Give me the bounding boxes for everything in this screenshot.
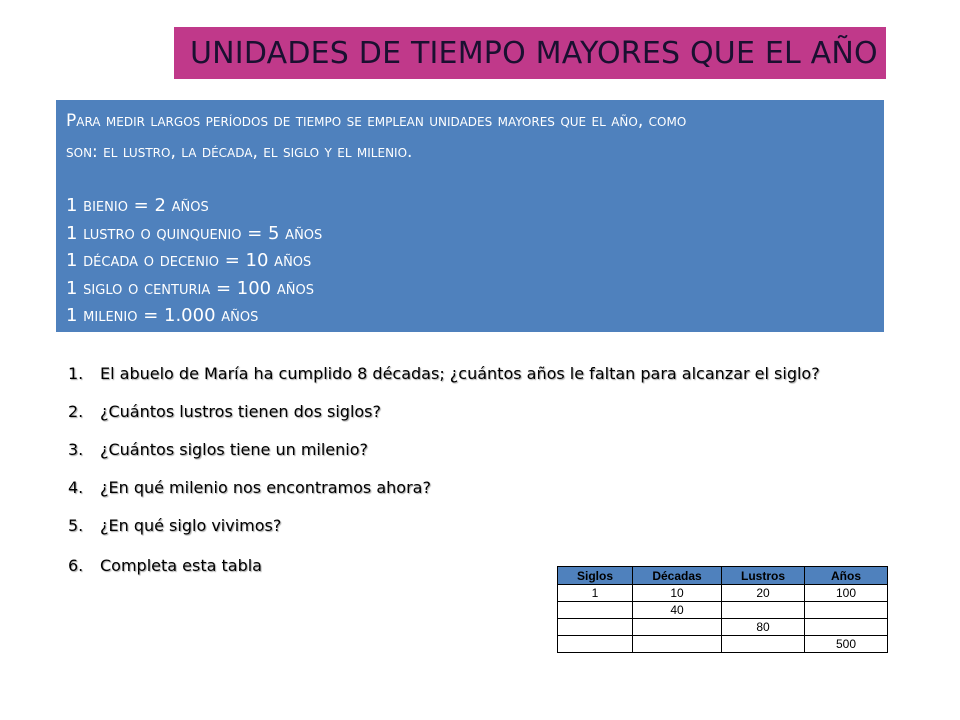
table-cell[interactable] [558,602,633,619]
header-siglos: Siglos [558,567,633,585]
intro-line-2: son: el lustro, la década, el siglo y el milenio. [66,142,413,162]
table-cell[interactable]: 80 [722,619,805,636]
intro-text [66,106,874,168]
question-text: ¿En qué siglo vivimos? [100,516,282,535]
unit-milenio: 1 milenio = 1.000 años [66,305,259,326]
question-item [68,364,820,383]
table-cell[interactable] [722,636,805,653]
question-number: 2. [68,402,84,421]
table-row [558,636,888,653]
unit-bienio: 1 bienio = 2 años [66,195,209,216]
table-cell[interactable]: 10 [633,585,722,602]
info-box [56,100,884,332]
header-decadas: Décadas [633,567,722,585]
question-number: 3. [68,440,84,459]
unit-list [66,192,884,330]
question-number: 5. [68,516,84,535]
question-number: 6. [68,556,84,575]
table-cell[interactable]: 20 [722,585,805,602]
table-cell[interactable] [722,602,805,619]
table-cell[interactable] [633,619,722,636]
question-item [68,516,281,535]
question-number: 1. [68,364,84,383]
page-title: UNIDADES DE TIEMPO MAYORES QUE EL AÑO [190,35,878,71]
question-item [68,440,368,459]
question-item [68,556,262,575]
question-text: ¿Cuántos siglos tiene un milenio? [100,440,369,459]
unit-siglo: 1 siglo o centuria = 100 años [66,277,314,299]
question-number: 4. [68,478,84,497]
question-item [68,478,431,497]
table-cell[interactable]: 500 [805,636,888,653]
table-cell[interactable] [558,619,633,636]
unit-decada: 1 década o decenio = 10 años [66,250,312,271]
header-anos: Años [805,567,888,585]
table-cell[interactable]: 40 [633,602,722,619]
question-text: ¿Cuántos lustros tienen dos siglos? [100,402,382,421]
table-cell[interactable] [805,619,888,636]
question-text: ¿En qué milenio nos encontramos ahora? [100,478,431,497]
conversion-table [557,566,888,653]
title-banner [174,27,886,79]
table-cell[interactable] [805,602,888,619]
table-row [558,619,888,636]
table-cell[interactable]: 100 [805,585,888,602]
table-row [558,602,888,619]
table-cell[interactable] [558,636,633,653]
question-item [68,402,381,421]
header-lustros: Lustros [722,567,805,585]
table-header-row [558,567,888,585]
question-text: Completa esta tabla [100,556,262,575]
table-cell[interactable] [633,636,722,653]
question-text: El abuelo de María ha cumplido 8 décadas; ¿cuántos años le faltan para alcanzar el siglo? [100,364,820,383]
unit-lustro: 1 lustro o quinquenio = 5 años [66,222,323,244]
intro-line-1: Para medir largos períodos de tiempo se emplean unidades mayores que el año, como [66,111,687,131]
table-cell[interactable]: 1 [558,585,633,602]
table-row [558,585,888,602]
